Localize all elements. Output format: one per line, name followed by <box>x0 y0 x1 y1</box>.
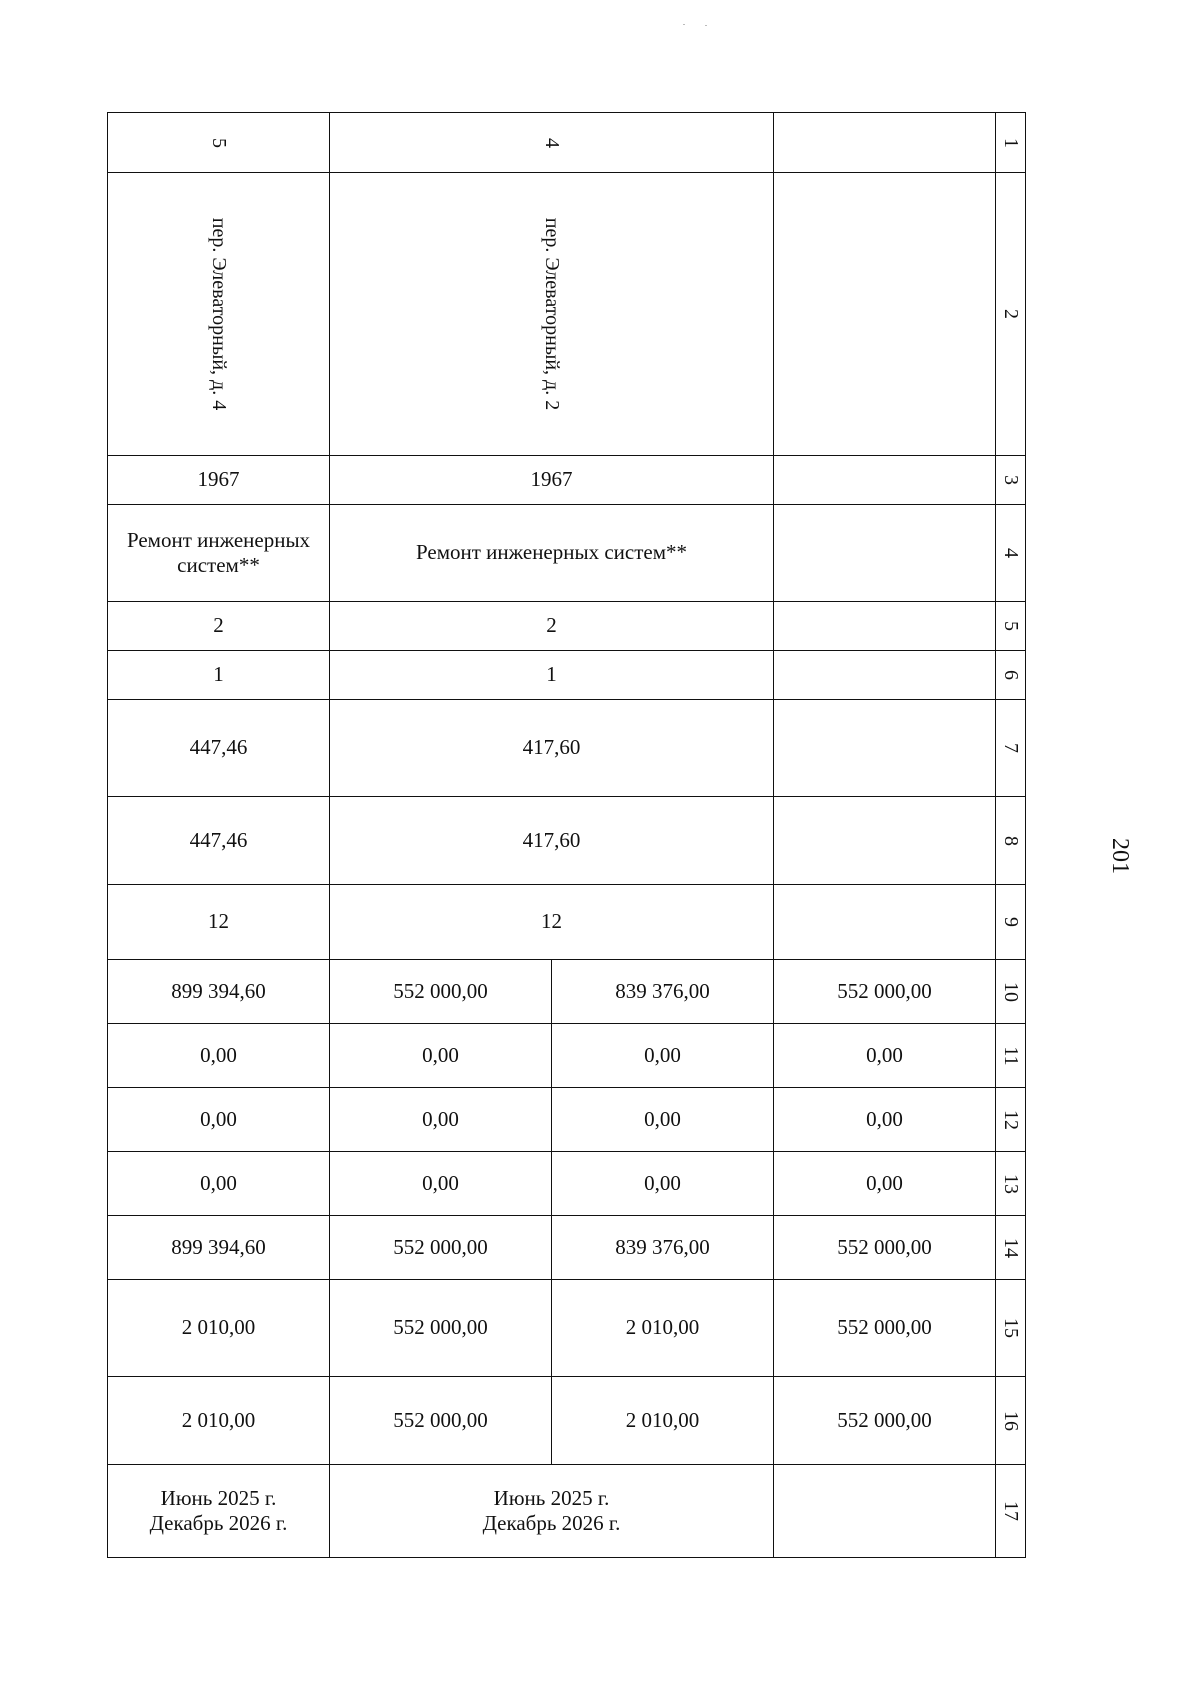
value-cell: 2 010,00 <box>552 1280 774 1377</box>
address-cell: пер. Элеваторный, д. 4 <box>108 173 330 456</box>
scan-speck <box>705 25 707 26</box>
empty-cell <box>774 456 996 505</box>
period-cell <box>330 1465 774 1558</box>
table-row <box>108 1088 1026 1152</box>
value-cell: 447,46 <box>108 700 330 797</box>
value-cell: 552 000,00 <box>330 1377 552 1465</box>
value-cell: 417,60 <box>330 700 774 797</box>
table-row <box>108 797 1026 885</box>
value-cell: 447,46 <box>108 797 330 885</box>
row-number-cell: 6 <box>996 651 1026 700</box>
empty-cell <box>774 113 996 173</box>
value-cell: 0,00 <box>774 1088 996 1152</box>
address-cell: пер. Элеваторный, д. 2 <box>330 173 774 456</box>
work-type-cell: Ремонт инженерных систем** <box>108 505 330 602</box>
value-cell: 2 <box>330 602 774 651</box>
empty-cell <box>774 700 996 797</box>
value-cell: 12 <box>330 885 774 960</box>
table-row <box>108 113 1026 173</box>
table-row <box>108 885 1026 960</box>
row-number-cell: 8 <box>996 797 1026 885</box>
page-number: 201 <box>1107 838 1133 874</box>
value-cell: 0,00 <box>330 1088 552 1152</box>
row-number-cell: 13 <box>996 1152 1026 1216</box>
period-start: Июнь 2025 г. <box>493 1485 610 1510</box>
value-cell: 552 000,00 <box>774 1280 996 1377</box>
value-cell: 0,00 <box>774 1152 996 1216</box>
table-row <box>108 456 1026 505</box>
value-cell: 0,00 <box>774 1024 996 1088</box>
value-cell: 0,00 <box>552 1152 774 1216</box>
table-row <box>108 1216 1026 1280</box>
table-row <box>108 1280 1026 1377</box>
value-cell: 0,00 <box>330 1024 552 1088</box>
row-number-cell: 14 <box>996 1216 1026 1280</box>
table-row <box>108 173 1026 456</box>
value-cell: 552 000,00 <box>330 960 552 1024</box>
value-cell: 0,00 <box>552 1088 774 1152</box>
value-cell: 899 394,60 <box>108 960 330 1024</box>
value-cell: 552 000,00 <box>330 1216 552 1280</box>
period-end: Декабрь 2026 г. <box>482 1511 621 1535</box>
work-type-cell: Ремонт инженерных систем** <box>330 505 774 602</box>
table-row <box>108 1152 1026 1216</box>
period-end: Декабрь 2026 г. <box>149 1511 288 1535</box>
row-number-cell: 2 <box>996 173 1026 456</box>
value-cell: 1 <box>108 651 330 700</box>
table-row <box>108 651 1026 700</box>
period-start: Июнь 2025 г. <box>160 1485 277 1510</box>
empty-cell <box>774 651 996 700</box>
value-cell: 552 000,00 <box>774 1216 996 1280</box>
empty-cell <box>774 505 996 602</box>
year-cell: 1967 <box>108 456 330 505</box>
year-cell: 1967 <box>330 456 774 505</box>
value-cell: 552 000,00 <box>774 960 996 1024</box>
value-cell: 0,00 <box>552 1024 774 1088</box>
col-number-cell: 4 <box>330 113 774 173</box>
empty-cell <box>774 1465 996 1558</box>
col-number-cell: 5 <box>108 113 330 173</box>
value-cell: 2 010,00 <box>552 1377 774 1465</box>
value-cell: 2 010,00 <box>108 1280 330 1377</box>
row-number-cell: 7 <box>996 700 1026 797</box>
row-number-cell: 9 <box>996 885 1026 960</box>
row-number-cell: 10 <box>996 960 1026 1024</box>
value-cell: 839 376,00 <box>552 960 774 1024</box>
row-number-cell: 11 <box>996 1024 1026 1088</box>
row-number-cell: 4 <box>996 505 1026 602</box>
table-row <box>108 1465 1026 1558</box>
value-cell: 1 <box>330 651 774 700</box>
value-cell: 2 <box>108 602 330 651</box>
empty-cell <box>774 797 996 885</box>
empty-cell <box>774 602 996 651</box>
value-cell: 899 394,60 <box>108 1216 330 1280</box>
table-row <box>108 1024 1026 1088</box>
row-number-cell: 16 <box>996 1377 1026 1465</box>
table-row <box>108 1377 1026 1465</box>
empty-cell <box>774 885 996 960</box>
value-cell: 839 376,00 <box>552 1216 774 1280</box>
scan-speck <box>683 24 685 25</box>
period-cell <box>108 1465 330 1558</box>
row-number-cell: 1 <box>996 113 1026 173</box>
row-number-cell: 17 <box>996 1465 1026 1558</box>
row-number-cell: 5 <box>996 602 1026 651</box>
value-cell: 417,60 <box>330 797 774 885</box>
table-row <box>108 700 1026 797</box>
empty-cell <box>774 173 996 456</box>
row-number-cell: 3 <box>996 456 1026 505</box>
value-cell: 0,00 <box>108 1088 330 1152</box>
table-row <box>108 960 1026 1024</box>
value-cell: 12 <box>108 885 330 960</box>
table-row <box>108 602 1026 651</box>
value-cell: 2 010,00 <box>108 1377 330 1465</box>
capital-repair-table <box>107 112 1026 1558</box>
value-cell: 0,00 <box>330 1152 552 1216</box>
value-cell: 552 000,00 <box>774 1377 996 1465</box>
table-row <box>108 505 1026 602</box>
row-number-cell: 15 <box>996 1280 1026 1377</box>
value-cell: 0,00 <box>108 1152 330 1216</box>
value-cell: 0,00 <box>108 1024 330 1088</box>
row-number-cell: 12 <box>996 1088 1026 1152</box>
value-cell: 552 000,00 <box>330 1280 552 1377</box>
